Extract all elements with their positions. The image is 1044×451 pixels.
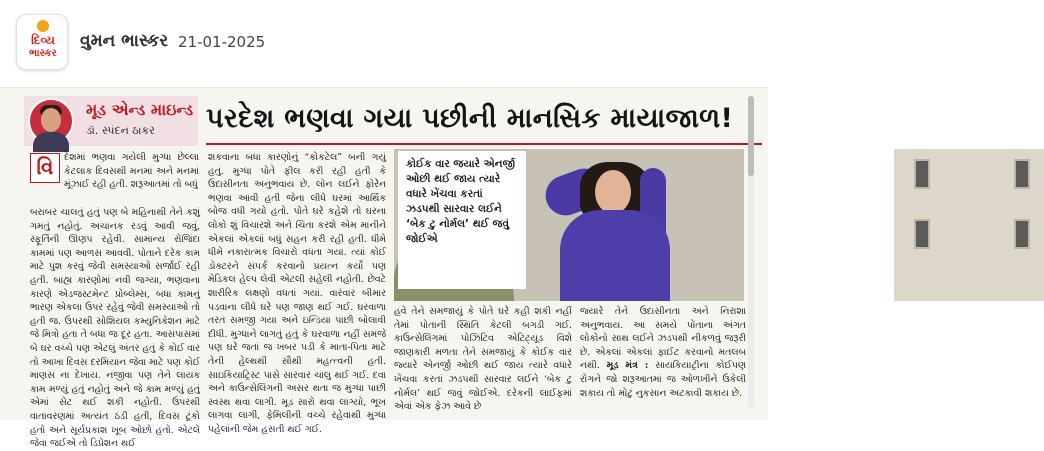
photo-window xyxy=(1014,219,1030,249)
column-author: ડૉ. સ્પંદન ઠાકર xyxy=(86,124,155,137)
avatar-body xyxy=(33,132,69,152)
edition-title: વુમન ભાસ્કર xyxy=(80,31,169,51)
mood-mantra-label: મૂડ મંત્ર : xyxy=(606,360,649,372)
divya-bhaskar-logo[interactable] xyxy=(16,14,68,70)
article-paragraph-1b: બરાબર ચાલતું હતું પણ બે મહિનાથી તેને કશું ગમતું નહોતું. અચાનક રડવું આવી જવું, સ્ફૂર્તિની ઊણપ રહેવી. સામાન્ય રોજિંદા કામમાં પણ આળસ આવવી. પોતાને દરેક કામ માટે પુશ કરવું જેવી સમસ્યાઓ સર્જાઈ રહી હતી. બાહ્ય કારણોમાં નવી જગ્યા, ભણવાના કારણે એડજસ્ટમેન્ટ પ્રોબ્લેમ્સ, બધા કામનું ભારણ એકલા ઉપર રહેવું જેવી સમસ્યાઓ તો હતી જ. ઉપરથી સોશિયલ કમ્યુનિકેશન માટે જે મિત્રો હતા તે બધા જ દૂર હતા. આસપાસમાં બે ઘર વચ્ચે પણ એટલું અંતર હતું કે કોઈ વાર તો આખા દિવસ દરમિયાન જેવા માટે પણ કોઈ માણસ ના દેખાય. નજીવા પણ તેને લાયક કામ મળ્યું હતું નહોતું અને જે કામ મળ્યું હતું એમાં સેટ થઈ શકી નહોતી. ઉપરથી વાતાવરણમાં અત્યંત ઠંડી હતી, દિવસ ટૂંકો હતો અને સૂર્યપ્રકાશ ખૂબ ઓછો હતો. એટલે જેવા જઈએ તો ડિપ્રેશન થઈ xyxy=(30,207,201,450)
article-paragraph-2: શકવાના બધા કારણોનું “કોકટેલ” બની ગયું હતું. મુગ્ધા પોતે ફીલ કરી રહી હતી કે ઉદાસીનતા અનુભવાય છે. લોન લઈને ફોરેન ભણવા આવી હતી જેના લીધે ઘરમાં આર્થિક બોજ વધી ગયો હતો. પોતે ઘરે કહેશે તો ઘરના લોકો શું વિચારશે અને ચિંતા કરશે એમ માનીને એકલાં એકલાં બધું સહન કરી રહી હતી. ધીમે ધીમે નકારાત્મક વિચારો વધતા ગયા. ત્યાં કોઈ ડોક્ટરને સંપર્ક કરવાનો પ્રયત્ન કર્યો પણ મેડિકલ હેલ્પ લેવી એટલી સહેલી નહોતી. છેવટે શારીરિક લક્ષણો વધતાં ગયાં. વારંવાર બીમાર પડવાના લીધે ઘરે પણ જાણ થઈ ગઈ. ઘરવાળા તરત સમજી ગયા અને ઇન્ડિયા પાછી બોલાવી દીધી. મુગ્ધાને લાગતું હતું કે ઘરવાળા નહીં સમજે પણ ઘરે જતાં જ ખબર પડી કે માતા-પિતા માટે તેની હેલ્થથી સૌથી મહત્ત્વની હતી. સાઇકિયાટ્રિસ્ટ પાસે સારવાર ચાલુ થઈ ગઈ. દવા અને કાઉન્સેલિંગની અસર થતા જ મુગ્ધા પાછી સ્વસ્થ થવા લાગી. મૂડ સારો થવા લાગ્યો, ભૂખ લાગવા લાગી, ફેમિલીની વચ્ચે રહેવાથી મુગ્ધા પહેલાંની જેમ હસતી થઈ ગઈ. xyxy=(208,152,386,435)
mood-mantra-text: સાયકિયાટ્રીના કોઈપણ રોગને જો શરૂઆતમાં જ ઓળખીને ઉકેલી શકાય તો મોટું નુકસાન અટકાવી શકાય છે. xyxy=(580,360,746,399)
edition-date: 21-01-2025 xyxy=(178,33,266,51)
photo-woman-face xyxy=(595,170,631,214)
article-paragraph-3: હવે તેને સમજાયું કે પોતે ઘરે કહી શકી નહીં તેમાં પોતાની સ્થિતિ કેટલી બગડી ગઈ. કાઉન્સેલિંગમાં પોઝિટિવ એટિટ્યૂડ વિશે જાણકારી મળતા તેને સમજાયું કે કોઈક વાર જ્યારે એનર્જી ઓછી થઈ જાય ત્યારે વધારે ખેંચવા કરતાં ઝડપથી સારવાર લઈને ‘બેક ટુ નોર્મલ’ થઈ જવું જોઈએ. દરેકની લાઈફમાં એવાં એક ફેઝ આવે છે xyxy=(394,306,572,413)
photo-window xyxy=(1014,159,1030,189)
sun-logo-icon xyxy=(37,20,49,32)
photo-window xyxy=(914,219,930,249)
article-paragraph-1a: દેશમાં ભણવા ગયેલી મુગ્ધા છેલ્લા કેટલાક દિવસથી મનમાં અને મનમાં મૂંઝાઈ રહી હતી. શરૂઆતમાં તો બધું xyxy=(64,152,199,191)
drop-cap: વિ xyxy=(30,153,60,183)
photo-woman-dress xyxy=(560,210,670,301)
column-title: મૂડ એન્ડ માઇન્ડ xyxy=(86,100,194,119)
article-headline: પરદેશ ભણવા ગયા પછીની માનસિક માયાજાળ! xyxy=(206,103,734,134)
article-paragraph-4-text: જ્યારે તેને ઉદાસીનતા અને નિરાશા અનુભવાય. આ સમયે પોતાના અંગત લોકોનો સાથ લઈને ઝડપથી નીકળવું જરૂરી છે. એકલાં એકલાં ફાઈટ કરવાનો મતલબ નથી. xyxy=(580,306,746,372)
headline-divider xyxy=(206,143,762,145)
pull-quote: કોઈક વાર જયારે એનર્જી ઓછી થઈ જાય ત્યારે વધારે ખેંચવા કરતાં ઝડપથી સારવાર લઈને ‘બેક ટુ નોર્મલ’ થઈ જવું જોઈએ xyxy=(398,151,526,289)
scrollbar-thumb[interactable] xyxy=(748,96,754,176)
photo-window xyxy=(914,159,930,189)
article-paragraph-4 xyxy=(580,305,746,410)
logo-line1: દિવ્ય xyxy=(31,33,55,47)
avatar-face xyxy=(41,108,61,132)
author-avatar xyxy=(28,98,74,144)
logo-line2: ભાસ્કર xyxy=(29,48,57,59)
